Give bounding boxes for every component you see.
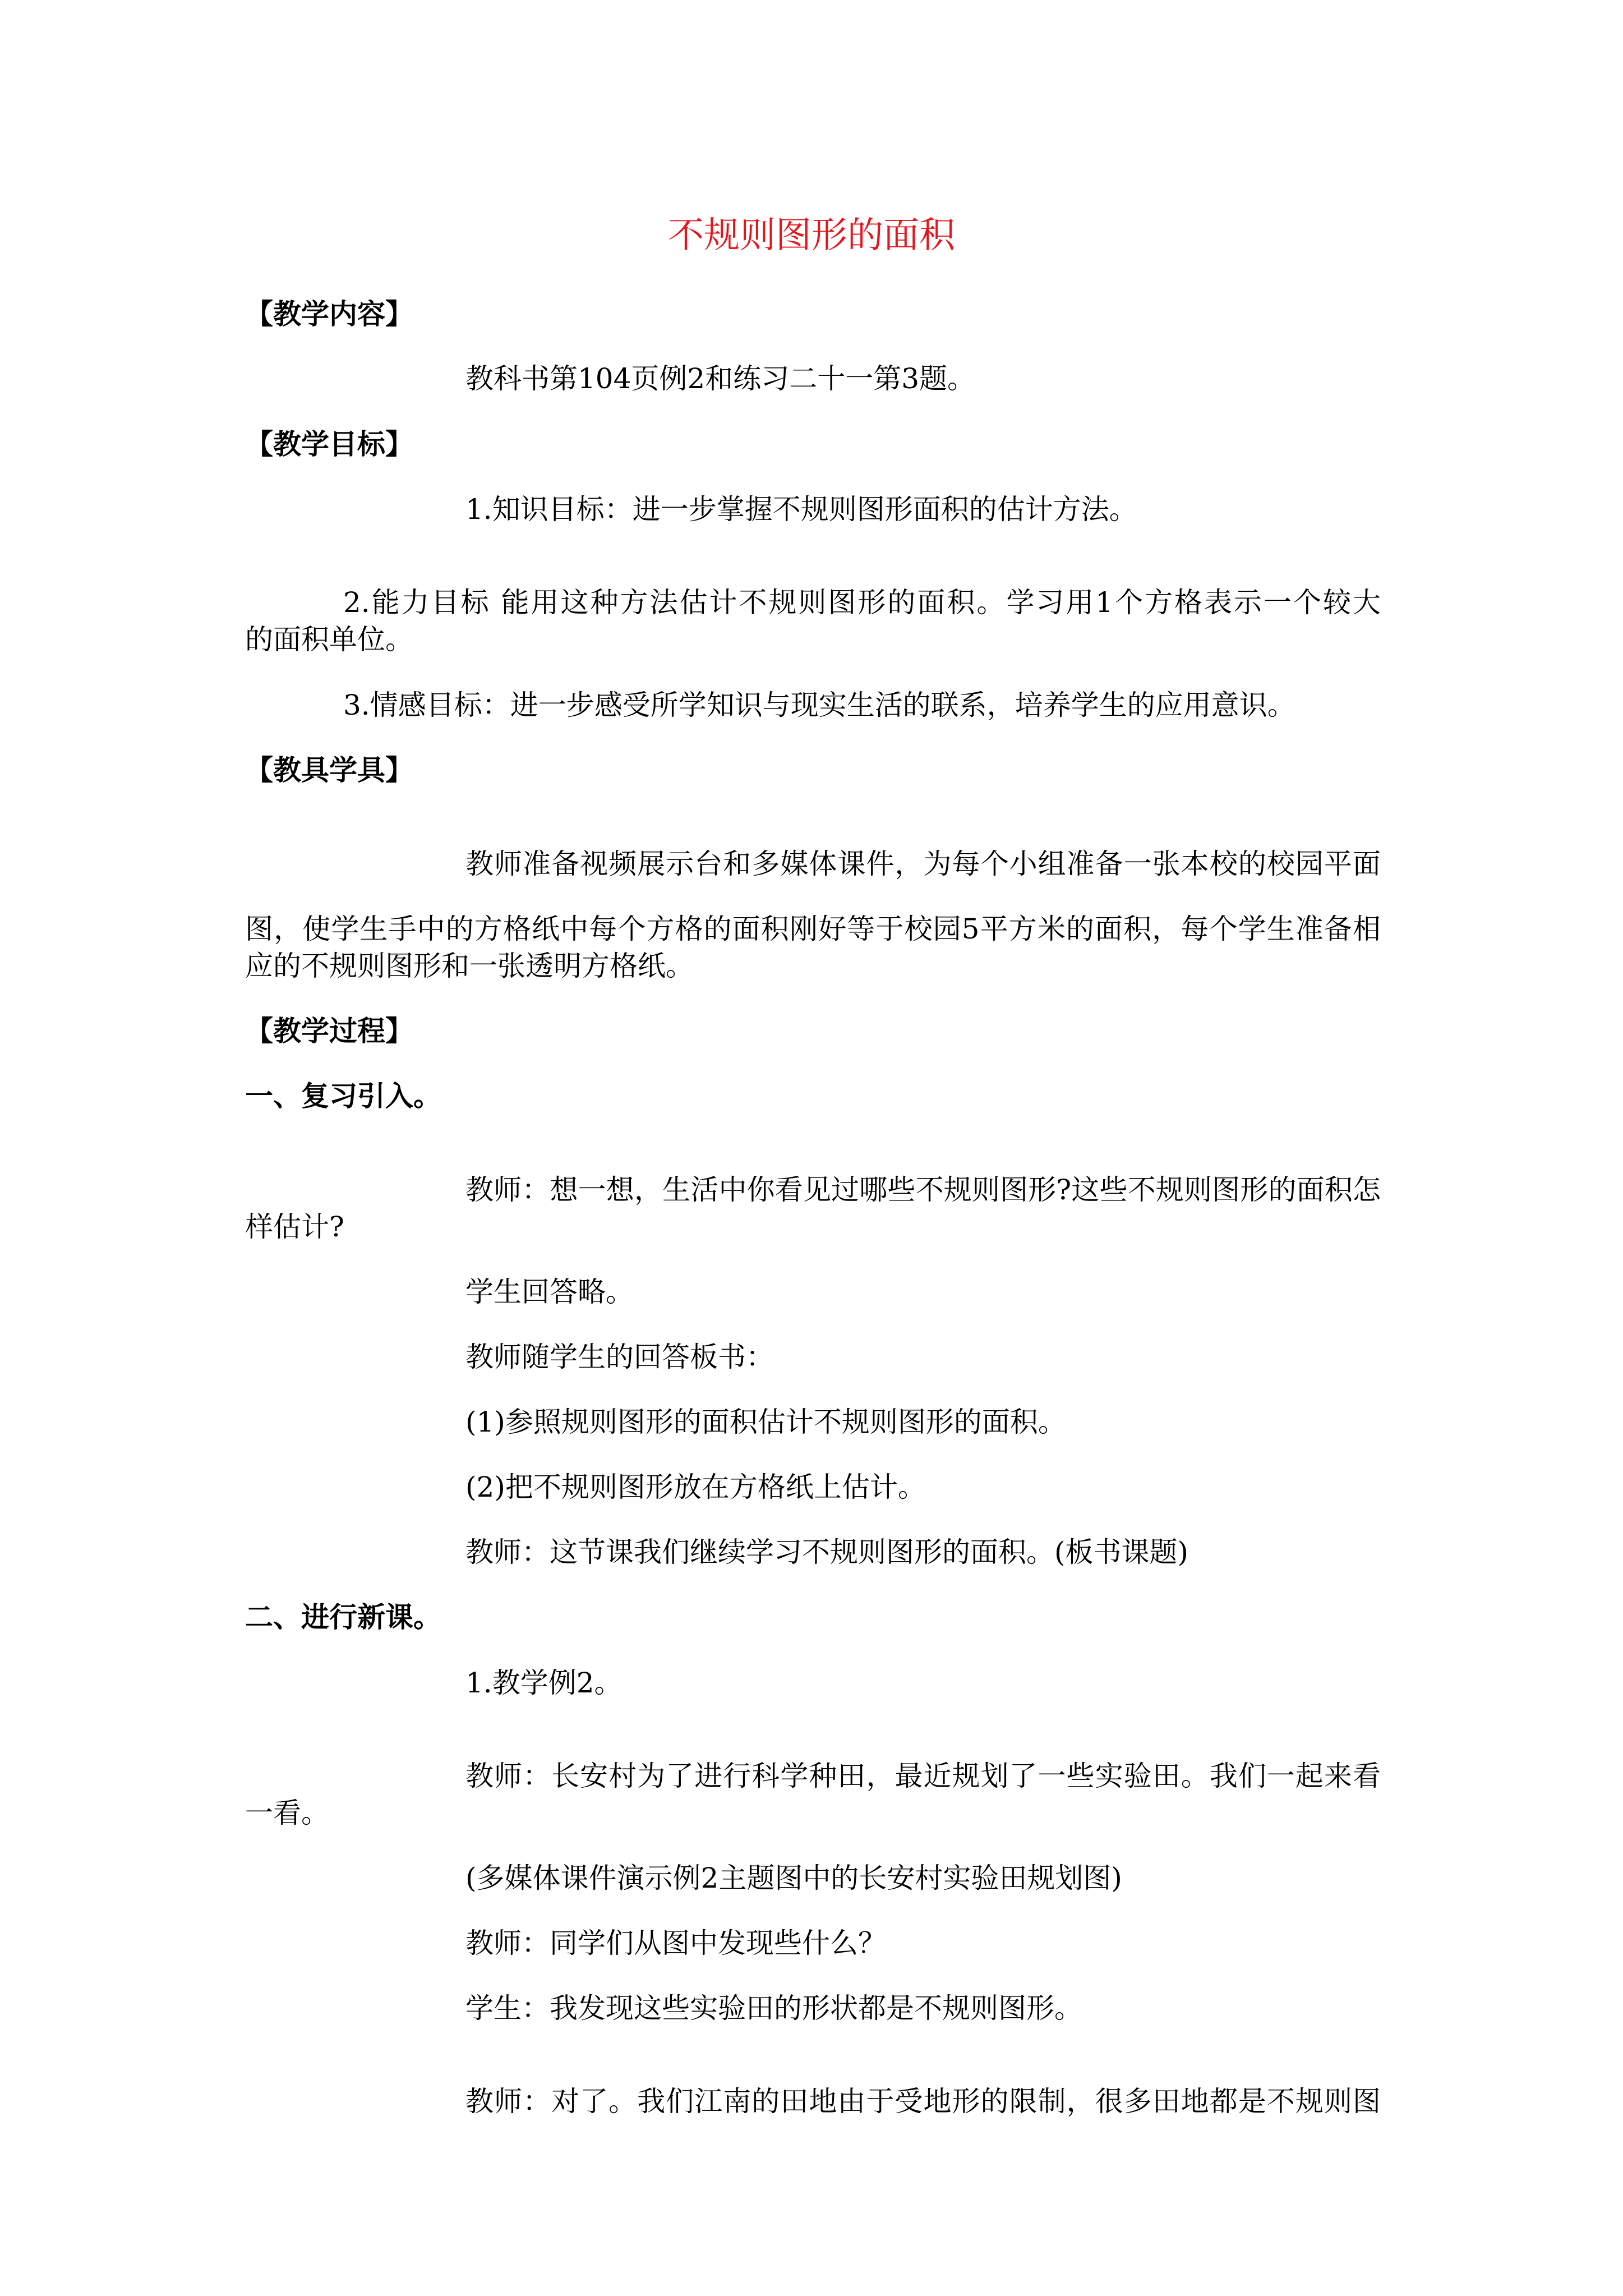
part-1-line-2: 样估计?: [245, 1211, 344, 1243]
section-heading-tools: 【教具学具】: [245, 753, 413, 786]
part-2-line-2: 一看。: [245, 1797, 329, 1829]
part-2-last-line: 教师：对了。我们江南的田地由于受地形的限制，很多田地都是不规则图: [465, 2085, 1381, 2118]
part-1-heading: 一、复习引入。: [245, 1079, 441, 1112]
section-heading-goals: 【教学目标】: [245, 427, 413, 461]
goal-2-line-1: 2.能力目标 能用这种方法估计不规则图形的面积。学习用1个方格表示一个较大: [343, 586, 1381, 619]
part-2-heading: 二、进行新课。: [245, 1600, 441, 1634]
part-1-line-1: 教师：想一想，生活中你看见过哪些不规则图形?这些不规则图形的面积怎: [465, 1174, 1381, 1206]
paragraph-content: 教科书第104页例2和练习二十一第3题。: [465, 362, 976, 395]
goal-1: 1.知识目标：进一步掌握不规则图形面积的估计方法。: [465, 493, 1137, 526]
part-1-answer: 学生回答略。: [465, 1276, 634, 1308]
document-title: 不规则图形的面积: [668, 215, 955, 256]
part-2-item-1: 1.教学例2。: [465, 1667, 623, 1699]
part-2-answer: 学生：我发现这些实验田的形状都是不规则图形。: [465, 1992, 1082, 2024]
part-1-item-1: (1)参照规则图形的面积估计不规则图形的面积。: [465, 1406, 1066, 1438]
goal-3: 3.情感目标：进一步感受所学知识与现实生活的联系，培养学生的应用意识。: [343, 689, 1295, 721]
tools-line-2: 图，使学生手中的方格纸中每个方格的面积刚好等于校园5平方米的面积，每个学生准备相: [245, 913, 1381, 945]
tools-line-1: 教师准备视频展示台和多媒体课件，为每个小组准备一张本校的校园平面: [465, 848, 1381, 880]
part-1-close: 教师：这节课我们继续学习不规则图形的面积。(板书课题): [465, 1536, 1189, 1568]
part-1-board: 教师随学生的回答板书：: [465, 1341, 774, 1373]
tools-line-3: 应的不规则图形和一张透明方格纸。: [245, 950, 694, 982]
section-heading-content: 【教学内容】: [245, 297, 413, 330]
goal-2-line-2: 的面积单位。: [245, 623, 413, 656]
part-1-item-2: (2)把不规则图形放在方格纸上估计。: [465, 1471, 926, 1503]
section-heading-process: 【教学过程】: [245, 1014, 413, 1047]
part-2-line-1: 教师：长安村为了进行科学种田，最近规划了一些实验田。我们一起来看: [465, 1760, 1381, 1792]
part-2-question: 教师：同学们从图中发现些什么？: [465, 1927, 886, 1959]
part-2-demo: (多媒体课件演示例2主题图中的长安村实验田规划图): [465, 1862, 1122, 1894]
